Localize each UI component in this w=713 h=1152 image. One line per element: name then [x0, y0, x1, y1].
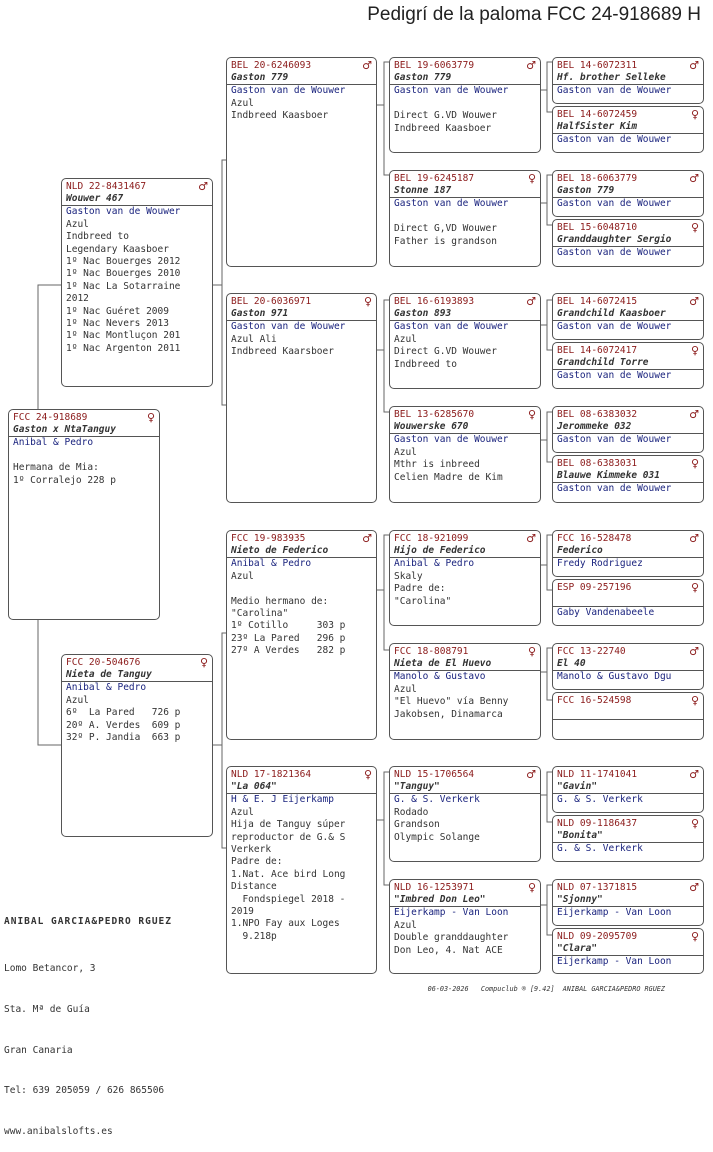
ring-number: BEL 14-6072311	[557, 59, 638, 71]
info-line: 32º P. Jandia 663 p	[66, 732, 181, 744]
ring-number: BEL 16-6193893	[394, 295, 475, 307]
ring-number: NLD 22-8431467	[66, 180, 147, 192]
info-line: 6º La Pared 726 p	[66, 707, 181, 719]
ring-number: FCC 16-528478	[557, 532, 632, 544]
pigeon-name: Gaston 779	[553, 185, 703, 198]
pigeon-card-g5-9[interactable]	[552, 530, 704, 577]
pigeon-name: "Bonita"	[553, 830, 703, 843]
owner-phone: Tel: 639 205059 / 626 865506	[4, 1085, 165, 1097]
breeder-name: Gaston van de Wouwer	[557, 483, 672, 495]
pigeon-name: Gaston 779	[390, 72, 540, 85]
card-header	[553, 407, 703, 421]
pigeon-name: "Tanguy"	[390, 781, 540, 794]
pigeon-name: Gaston 893	[390, 308, 540, 321]
female-icon: ♀	[690, 343, 699, 357]
breeder-name: Gaston van de Wouwer	[557, 85, 672, 97]
breeder-name: Gaston van de Wouwer	[394, 434, 509, 446]
card-header	[553, 531, 703, 545]
info-line: Indbreed to	[66, 231, 129, 243]
pigeon-card-g5-7[interactable]	[552, 406, 704, 453]
info-line: Fondspiegel 2018 -	[231, 893, 346, 905]
female-icon: ♀	[527, 880, 536, 894]
male-icon: ♂	[689, 171, 699, 185]
breeder-name: Gaston van de Wouwer	[394, 198, 509, 210]
owner-info	[4, 888, 172, 1152]
info-line: Grandson	[394, 819, 440, 831]
info-line: 1º Nac La Sotarraine	[66, 280, 181, 292]
info-line: Direct G.VD Wouwer	[394, 110, 497, 122]
info-line: Jakobsen, Dinamarca	[394, 708, 503, 720]
breeder-name: G. & S. Verkerk	[394, 794, 480, 806]
info-line: Skaly	[394, 570, 423, 582]
pigeon-name: Jerommeke 032	[553, 421, 703, 434]
info-line: Indbreed Kaarsboer	[231, 346, 334, 358]
info-line: Father is grandson	[394, 235, 497, 247]
card-header	[553, 220, 703, 234]
pigeon-name: Hijo de Federico	[390, 545, 540, 558]
female-icon: ♀	[690, 816, 699, 830]
pigeon-name: "La 064"	[227, 781, 376, 794]
info-line: Indbreed to	[394, 358, 457, 370]
info-line: 27º A Verdes 282 p	[231, 645, 346, 657]
female-icon: ♀	[363, 767, 372, 781]
info-line: Distance	[231, 881, 277, 893]
ring-number: BEL 20-6246093	[231, 59, 312, 71]
male-icon: ♂	[689, 880, 699, 894]
pigeon-card-g5-8[interactable]	[552, 455, 704, 503]
female-icon: ♀	[527, 171, 536, 185]
card-header	[553, 294, 703, 308]
ring-number: BEL 14-6072417	[557, 344, 638, 356]
card-header	[553, 456, 703, 470]
card-header	[553, 343, 703, 357]
pigeon-card-g5-2[interactable]	[552, 106, 704, 153]
ring-number: BEL 08-6383032	[557, 408, 638, 420]
pigeon-name	[553, 594, 703, 607]
breeder-name: H & E. J Eijerkamp	[231, 794, 334, 806]
breeder-name: Anibal & Pedro	[394, 558, 475, 570]
info-line: Indbreed Kaasboer	[394, 122, 492, 134]
male-icon: ♂	[689, 294, 699, 308]
info-line: 9.218p	[231, 930, 277, 942]
info-line: Verkerk	[231, 844, 272, 856]
info-line	[390, 211, 540, 223]
info-line: Azul	[231, 570, 254, 582]
card-header	[553, 880, 703, 894]
male-icon: ♂	[526, 767, 536, 781]
pigeon-card-main[interactable]	[8, 409, 160, 620]
female-icon: ♀	[690, 929, 699, 943]
card-header	[553, 58, 703, 72]
pigeon-card-dam-sire[interactable]	[226, 530, 377, 740]
breeder-name: Gaston van de Wouwer	[394, 321, 509, 333]
ring-number: BEL 20-6036971	[231, 295, 312, 307]
pigeon-name: Blauwe Kimmeke 031	[553, 470, 703, 483]
pigeon-name: Nieta de El Huevo	[390, 658, 540, 671]
ring-number: BEL 14-6072459	[557, 108, 638, 120]
breeder-name: Gaston van de Wouwer	[557, 434, 672, 446]
card-header	[62, 179, 212, 193]
pigeon-name: Federico	[553, 545, 703, 558]
breeder-name: Gaston van de Wouwer	[557, 321, 672, 333]
card-header	[553, 693, 703, 707]
pigeon-card-sire-dam[interactable]	[226, 293, 377, 503]
male-icon: ♂	[526, 58, 536, 72]
pigeon-card-dam-dam[interactable]	[226, 766, 377, 974]
info-line: Azul	[66, 218, 89, 230]
pigeon-card-g5-12[interactable]	[552, 692, 704, 740]
info-line: Hermana de Mia:	[13, 462, 99, 474]
info-line: Medio hermano de:	[231, 595, 329, 607]
pigeon-card-dam[interactable]	[61, 654, 213, 837]
info-line: 1.Nat. Ace bird Long	[231, 868, 346, 880]
breeder-name: Eijerkamp - Van Loon	[557, 956, 672, 968]
owner-address-line: Lomo Betancor, 3	[4, 962, 96, 974]
ring-number: BEL 13-6285670	[394, 408, 475, 420]
male-icon: ♂	[362, 58, 372, 72]
card-header	[553, 816, 703, 830]
owner-name: ANIBAL GARCIA&PEDRO RGUEZ	[4, 916, 172, 928]
pigeon-card-g5-6[interactable]	[552, 342, 704, 389]
pigeon-name	[553, 707, 703, 720]
male-icon: ♂	[362, 531, 372, 545]
info-line: Azul Ali	[231, 333, 277, 345]
info-line: Indbreed Kaasboer	[231, 110, 329, 122]
pigeon-name: Gaston 779	[227, 72, 376, 85]
card-header	[9, 410, 159, 424]
breeder-name: Manolo & Gustavo Dgu	[557, 671, 672, 683]
female-icon: ♀	[527, 407, 536, 421]
owner-address-line: Gran Canaria	[4, 1044, 73, 1056]
info-line: Hija de Tanguy súper	[231, 819, 346, 831]
pigeon-name: Wouwerske 670	[390, 421, 540, 434]
info-line: 1º Nac Guéret 2009	[66, 305, 169, 317]
info-line: "Carolina"	[231, 608, 289, 620]
card-header	[390, 171, 540, 185]
pigeon-name: Nieta de Tanguy	[62, 669, 212, 682]
card-header	[553, 644, 703, 658]
pigeon-name: Gaston x NtaTanguy	[9, 424, 159, 437]
breeder-name: Gaston van de Wouwer	[66, 206, 181, 218]
info-line: reproductor de G.& S	[231, 831, 346, 843]
info-line: Azul	[394, 333, 417, 345]
owner-address-line: Sta. Mª de Guía	[4, 1003, 90, 1015]
info-line: Legendary Kaasboer	[66, 243, 169, 255]
pigeon-name: Grandchild Kaasboer	[553, 308, 703, 321]
breeder-name: Gaston van de Wouwer	[231, 321, 346, 333]
info-line: 20º A. Verdes 609 p	[66, 719, 181, 731]
breeder-name: Anibal & Pedro	[13, 437, 94, 449]
card-header	[227, 767, 376, 781]
info-line: 1º Nac Argenton 2011	[66, 342, 181, 354]
ring-number: NLD 17-1821364	[231, 768, 312, 780]
breeder-name: G. & S. Verkerk	[557, 794, 643, 806]
ring-number: NLD 07-1371815	[557, 881, 638, 893]
male-icon: ♂	[526, 294, 536, 308]
info-line: Azul	[231, 806, 254, 818]
ring-number: BEL 14-6072415	[557, 295, 638, 307]
pigeon-card-g5-4[interactable]	[552, 219, 704, 267]
pigeon-card-g5-11[interactable]	[552, 643, 704, 690]
ring-number: FCC 20-504676	[66, 656, 141, 668]
owner-website[interactable]: www.anibalslofts.es	[4, 1126, 113, 1138]
ring-number: BEL 08-6383031	[557, 457, 638, 469]
pigeon-name: Nieto de Federico	[227, 545, 376, 558]
female-icon: ♀	[199, 655, 208, 669]
pigeon-card-g5-16[interactable]	[552, 928, 704, 974]
card-header	[227, 531, 376, 545]
female-icon: ♀	[363, 294, 372, 308]
male-icon: ♂	[689, 767, 699, 781]
info-line: 1º Nac Montluçon 201	[66, 330, 181, 342]
info-line: Azul	[394, 683, 417, 695]
pigeon-card-g5-15[interactable]	[552, 879, 704, 926]
info-line	[9, 450, 159, 462]
pigeon-card-sdd[interactable]	[389, 406, 541, 503]
info-line: Celien Madre de Kim	[394, 471, 503, 483]
info-line: Olympic Solange	[394, 831, 480, 843]
card-header	[62, 655, 212, 669]
pigeon-name: El 40	[553, 658, 703, 671]
breeder-name: Manolo & Gustavo	[394, 671, 486, 683]
card-header	[553, 767, 703, 781]
breeder-name: Gaston van de Wouwer	[231, 85, 346, 97]
ring-number: BEL 19-6063779	[394, 59, 475, 71]
card-header	[227, 58, 376, 72]
pigeon-card-ddd[interactable]	[389, 879, 541, 974]
info-line: Double granddaughter	[394, 932, 509, 944]
pigeon-card-g5-14[interactable]	[552, 815, 704, 862]
breeder-name: Anibal & Pedro	[231, 558, 312, 570]
info-line: "Carolina"	[394, 595, 452, 607]
info-line: 1º Nac Bouerges 2012	[66, 256, 181, 268]
info-line: Padre de:	[394, 583, 446, 595]
female-icon: ♀	[527, 644, 536, 658]
pigeon-name: Grandchild Torre	[553, 357, 703, 370]
card-header	[553, 580, 703, 594]
male-icon: ♂	[689, 531, 699, 545]
pigeon-name: "Imbred Don Leo"	[390, 894, 540, 907]
footer-credit: 06-03-2026 Compuclub ® [9.42] ANIBAL GARCIA&PEDRO RGUEZ	[427, 985, 665, 993]
female-icon: ♀	[690, 107, 699, 121]
breeder-name: Gaston van de Wouwer	[557, 198, 672, 210]
pigeon-name: HalfSister Kim	[553, 121, 703, 134]
breeder-name: Fredy Rodriguez	[557, 558, 643, 570]
info-line: Direct G.VD Wouwer	[394, 346, 497, 358]
breeder-name: Eijerkamp - Van Loon	[394, 907, 509, 919]
breeder-name: Eijerkamp - Van Loon	[557, 907, 672, 919]
male-icon: ♂	[198, 179, 208, 193]
card-header	[390, 767, 540, 781]
female-icon: ♀	[146, 410, 155, 424]
pigeon-card-g5-13[interactable]	[552, 766, 704, 813]
pigeon-name: "Clara"	[553, 943, 703, 956]
ring-number: BEL 15-6048710	[557, 221, 638, 233]
pigeon-name: Hf. brother Selleke	[553, 72, 703, 85]
card-header	[390, 880, 540, 894]
ring-number: NLD 11-1741041	[557, 768, 638, 780]
male-icon: ♂	[689, 407, 699, 421]
pigeon-card-dds[interactable]	[389, 766, 541, 862]
info-line: 1º Nac Nevers 2013	[66, 318, 169, 330]
card-header	[390, 58, 540, 72]
info-line: 1º Nac Bouerges 2010	[66, 268, 181, 280]
pigeon-card-sire-sire[interactable]	[226, 57, 377, 267]
info-line: Direct G,VD Wouwer	[394, 223, 497, 235]
info-line: 2019	[231, 906, 254, 918]
pigeon-name: Wouwer 467	[62, 193, 212, 206]
info-line: 1º Cotillo 303 p	[231, 620, 346, 632]
card-header	[390, 531, 540, 545]
info-line: Don Leo, 4. Nat ACE	[394, 944, 503, 956]
info-line: 2012	[66, 293, 89, 305]
male-icon: ♂	[526, 531, 536, 545]
breeder-name: Gaston van de Wouwer	[557, 134, 672, 146]
pigeon-card-sire[interactable]	[61, 178, 213, 387]
pigeon-name: Gaston 971	[227, 308, 376, 321]
pigeon-name: Granddaughter Sergio	[553, 234, 703, 247]
info-line: Rodado	[394, 806, 429, 818]
female-icon: ♀	[690, 580, 699, 594]
info-line: Padre de:	[231, 856, 283, 868]
info-line	[390, 98, 540, 110]
card-header	[553, 929, 703, 943]
page-title: Pedigrí de la paloma FCC 24-918689 H	[367, 4, 701, 25]
ring-number: FCC 16-524598	[557, 694, 632, 706]
card-header	[227, 294, 376, 308]
ring-number: FCC 18-921099	[394, 532, 469, 544]
breeder-name: Anibal & Pedro	[66, 682, 147, 694]
pigeon-card-sss[interactable]	[389, 57, 541, 153]
ring-number: FCC 18-808791	[394, 645, 469, 657]
pigeon-card-dsd[interactable]	[389, 643, 541, 740]
ring-number: FCC 24-918689	[13, 411, 88, 423]
info-line	[227, 583, 376, 595]
ring-number: BEL 18-6063779	[557, 172, 638, 184]
card-header	[390, 407, 540, 421]
card-header	[390, 294, 540, 308]
breeder-name: Gaston van de Wouwer	[557, 247, 672, 259]
ring-number: FCC 13-22740	[557, 645, 626, 657]
ring-number: NLD 09-2095709	[557, 930, 638, 942]
info-line: Azul	[231, 97, 254, 109]
pigeon-card-g5-1[interactable]	[552, 57, 704, 104]
info-line: Azul	[394, 919, 417, 931]
ring-number: NLD 09-1186437	[557, 817, 638, 829]
female-icon: ♀	[690, 220, 699, 234]
breeder-name: Gaston van de Wouwer	[557, 370, 672, 382]
male-icon: ♂	[689, 644, 699, 658]
pigeon-card-sds[interactable]	[389, 293, 541, 389]
info-line: 1º Corralejo 228 p	[13, 474, 116, 486]
info-line: "El Huevo" vía Benny	[394, 696, 509, 708]
pigeon-name: "Gavin"	[553, 781, 703, 794]
breeder-name: Gaston van de Wouwer	[394, 85, 509, 97]
info-line: Mthr is inbreed	[394, 459, 480, 471]
breeder-name: G. & S. Verkerk	[557, 843, 643, 855]
card-header	[553, 107, 703, 121]
info-line: 1.NPO Fay aux Loges	[231, 918, 340, 930]
pigeon-card-g5-10[interactable]	[552, 579, 704, 626]
ring-number: FCC 19-983935	[231, 532, 306, 544]
ring-number: ESP 09-257196	[557, 581, 632, 593]
ring-number: NLD 16-1253971	[394, 881, 475, 893]
female-icon: ♀	[690, 693, 699, 707]
pigeon-card-ssd[interactable]	[389, 170, 541, 267]
breeder-name: Gaby Vandenabeele	[557, 607, 655, 618]
card-header	[390, 644, 540, 658]
pigeon-card-g5-5[interactable]	[552, 293, 704, 340]
pigeon-name: Stonne 187	[390, 185, 540, 198]
info-line: 23º La Pared 296 p	[231, 632, 346, 644]
male-icon: ♂	[689, 58, 699, 72]
info-line: Azul	[66, 694, 89, 706]
pigeon-card-g5-3[interactable]	[552, 170, 704, 217]
info-line: Azul	[394, 446, 417, 458]
ring-number: BEL 19-6245187	[394, 172, 475, 184]
pigeon-card-dss[interactable]	[389, 530, 541, 626]
ring-number: NLD 15-1706564	[394, 768, 475, 780]
female-icon: ♀	[690, 456, 699, 470]
pigeon-name: "Sjonny"	[553, 894, 703, 907]
card-header	[553, 171, 703, 185]
